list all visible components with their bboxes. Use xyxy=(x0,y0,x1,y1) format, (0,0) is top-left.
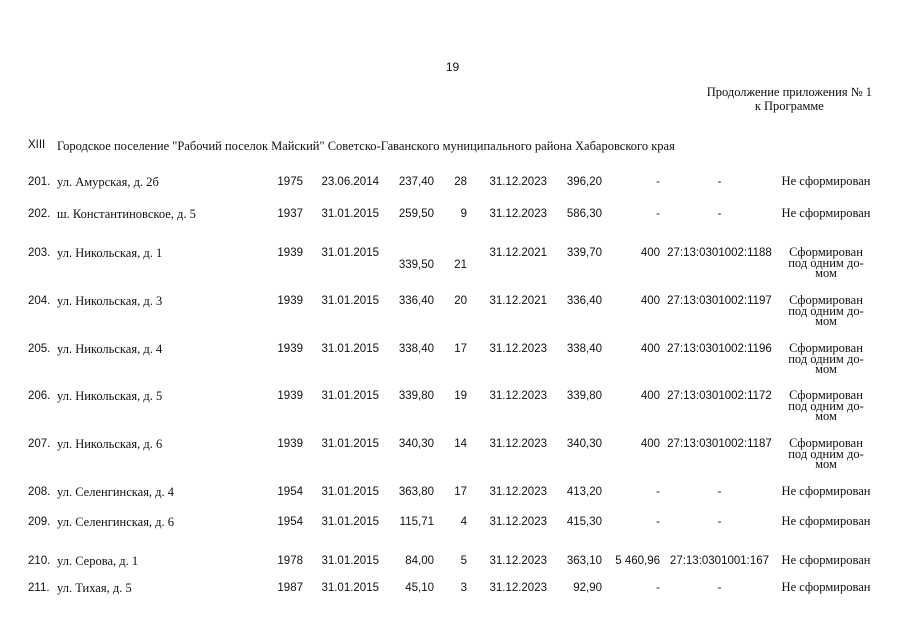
row-year: 1939 xyxy=(277,390,303,402)
row-status-line: Не сформирован xyxy=(781,553,871,567)
table-row xyxy=(0,388,905,443)
row-year: 1954 xyxy=(277,516,303,528)
row-date-start: 31.01.2015 xyxy=(321,295,379,307)
row-land-area: 400 xyxy=(640,343,660,355)
continuation-header xyxy=(707,85,872,113)
row-number: 207. xyxy=(28,438,51,450)
row-residents: 28 xyxy=(454,176,467,188)
row-status-line: мом xyxy=(815,457,837,471)
row-status-line: Сформирован xyxy=(789,245,863,259)
row-status xyxy=(776,555,876,566)
row-status xyxy=(776,208,876,219)
row-land-area: - xyxy=(656,486,660,498)
row-status xyxy=(776,295,876,327)
row-year: 1939 xyxy=(277,343,303,355)
row-date-start: 31.01.2015 xyxy=(321,390,379,402)
row-date-start: 31.01.2015 xyxy=(321,516,379,528)
row-address: ул. Амурская, д. 2б xyxy=(57,175,159,189)
row-area-b: 586,30 xyxy=(566,208,602,220)
row-area-a: 45,10 xyxy=(405,582,434,594)
row-status-line: мом xyxy=(815,409,837,423)
row-area-a: 115,71 xyxy=(399,516,434,528)
row-residents: 21 xyxy=(454,259,467,271)
row-date-end: 31.12.2023 xyxy=(489,208,547,220)
row-cadastral-number: - xyxy=(717,486,722,498)
row-date-end: 31.12.2023 xyxy=(489,486,547,498)
row-status-line: Не сформирован xyxy=(781,484,871,498)
row-status-line: Не сформирован xyxy=(781,206,871,220)
table-row xyxy=(0,245,905,300)
row-residents: 17 xyxy=(454,343,467,355)
row-status-line: под одним до- xyxy=(788,303,864,318)
row-area-b: 340,30 xyxy=(566,438,602,450)
row-number: 203. xyxy=(28,247,51,259)
row-area-a: 340,30 xyxy=(398,438,434,450)
row-status xyxy=(776,582,876,593)
row-date-end: 31.12.2023 xyxy=(489,516,547,528)
row-address: ул. Никольская, д. 4 xyxy=(57,342,163,356)
row-address: ул. Селенгинская, д. 4 xyxy=(57,485,175,499)
row-date-start: 31.01.2015 xyxy=(321,582,379,594)
row-cadastral-number: - xyxy=(717,516,722,528)
row-address: ул. Никольская, д. 3 xyxy=(57,294,163,308)
row-status xyxy=(776,516,876,527)
row-year: 1954 xyxy=(277,486,303,498)
row-year: 1939 xyxy=(277,247,303,259)
row-date-end: 31.12.2023 xyxy=(489,438,547,450)
row-area-a: 339,50 xyxy=(398,259,434,271)
row-area-b: 415,30 xyxy=(566,516,602,528)
row-cadastral-number: - xyxy=(717,176,722,188)
row-residents: 14 xyxy=(454,438,467,450)
row-area-b: 396,20 xyxy=(566,176,602,188)
row-date-end: 31.12.2023 xyxy=(489,582,547,594)
row-status-line: Сформирован xyxy=(789,436,863,450)
section-number: XIII xyxy=(28,139,46,151)
row-area-a: 363,80 xyxy=(398,486,434,498)
row-cadastral-number: 27:13:0301002:1196 xyxy=(667,343,772,355)
row-number: 202. xyxy=(28,208,51,220)
row-area-b: 339,70 xyxy=(566,247,602,259)
row-land-area: 400 xyxy=(640,247,660,259)
row-date-end: 31.12.2023 xyxy=(489,390,547,402)
row-number: 209. xyxy=(28,516,51,528)
row-address: ул. Серова, д. 1 xyxy=(57,554,139,568)
row-date-start: 31.01.2015 xyxy=(321,555,379,567)
row-date-end: 31.12.2023 xyxy=(489,176,547,188)
row-land-area: - xyxy=(656,582,660,594)
row-land-area: 400 xyxy=(640,295,660,307)
row-area-a: 237,40 xyxy=(398,176,434,188)
continuation-line-2: к Программе xyxy=(754,99,824,113)
row-number: 210. xyxy=(28,555,51,567)
table-row xyxy=(0,436,905,491)
row-status xyxy=(776,247,876,279)
row-area-a: 259,50 xyxy=(398,208,434,220)
row-area-b: 339,80 xyxy=(566,390,602,402)
row-cadastral-number: 27:13:0301002:1188 xyxy=(667,247,772,259)
table-row xyxy=(0,293,905,348)
row-area-a: 338,40 xyxy=(398,343,434,355)
row-year: 1978 xyxy=(277,555,303,567)
row-date-start: 31.01.2015 xyxy=(321,438,379,450)
row-cadastral-number: - xyxy=(717,582,722,594)
row-area-b: 338,40 xyxy=(566,343,602,355)
row-year: 1975 xyxy=(277,176,303,188)
row-date-end: 31.12.2021 xyxy=(489,295,547,307)
page-number: 19 xyxy=(445,60,460,74)
row-address: ул. Никольская, д. 6 xyxy=(57,437,163,451)
row-land-area: - xyxy=(656,208,660,220)
row-date-end: 31.12.2023 xyxy=(489,555,547,567)
row-cadastral-number: 27:13:0301002:1197 xyxy=(667,295,772,307)
row-cadastral-number: 27:13:0301002:1172 xyxy=(667,390,772,402)
row-area-b: 336,40 xyxy=(566,295,602,307)
row-residents: 4 xyxy=(460,516,467,528)
row-area-a: 84,00 xyxy=(405,555,434,567)
row-date-end: 31.12.2023 xyxy=(489,343,547,355)
table-row xyxy=(0,580,905,635)
row-area-a: 339,80 xyxy=(398,390,434,402)
row-status-line: Не сформирован xyxy=(781,174,871,188)
row-year: 1939 xyxy=(277,295,303,307)
row-status xyxy=(776,486,876,497)
row-residents: 20 xyxy=(454,295,467,307)
row-status-line: под одним до- xyxy=(788,446,864,461)
row-status xyxy=(776,176,876,187)
row-year: 1937 xyxy=(277,208,303,220)
row-cadastral-number: 27:13:0301001:167 xyxy=(669,555,770,567)
row-residents: 17 xyxy=(454,486,467,498)
row-date-start: 31.01.2015 xyxy=(321,247,379,259)
row-land-area: 400 xyxy=(640,438,660,450)
row-status-line: под одним до- xyxy=(788,398,864,413)
row-date-start: 23.06.2014 xyxy=(321,176,379,188)
row-address: ш. Константиновское, д. 5 xyxy=(57,207,196,221)
row-status-line: Сформирован xyxy=(789,293,863,307)
row-number: 205. xyxy=(28,343,51,355)
row-status-line: Не сформирован xyxy=(781,514,871,528)
row-residents: 5 xyxy=(460,555,467,567)
row-address: ул. Селенгинская, д. 6 xyxy=(57,515,175,529)
row-land-area: 5 460,96 xyxy=(615,555,660,567)
row-address: ул. Никольская, д. 5 xyxy=(57,389,163,403)
row-status xyxy=(776,390,876,422)
row-number: 211. xyxy=(28,582,50,594)
row-status-line: Сформирован xyxy=(789,341,863,355)
row-status-line: под одним до- xyxy=(788,351,864,366)
section-title: Городское поселение "Рабочий поселок Майский" Советско-Гаванского муниципального района Хабаровского края xyxy=(57,139,675,153)
row-status-line: мом xyxy=(815,314,837,328)
row-status-line: под одним до- xyxy=(788,255,864,270)
row-date-end: 31.12.2021 xyxy=(489,247,547,259)
row-land-area: 400 xyxy=(640,390,660,402)
continuation-line-1: Продолжение приложения № 1 xyxy=(706,85,872,99)
row-residents: 9 xyxy=(460,208,467,220)
row-status-line: Не сформирован xyxy=(781,580,871,594)
row-land-area: - xyxy=(656,516,660,528)
row-status-line: Сформирован xyxy=(789,388,863,402)
row-cadastral-number: 27:13:0301002:1187 xyxy=(667,438,772,450)
row-area-b: 363,10 xyxy=(566,555,602,567)
row-address: ул. Тихая, д. 5 xyxy=(57,581,132,595)
row-address: ул. Никольская, д. 1 xyxy=(57,246,163,260)
row-date-start: 31.01.2015 xyxy=(321,343,379,355)
row-residents: 19 xyxy=(454,390,467,402)
row-land-area: - xyxy=(656,176,660,188)
row-date-start: 31.01.2015 xyxy=(321,208,379,220)
row-cadastral-number: - xyxy=(717,208,722,220)
row-status xyxy=(776,343,876,375)
row-status-line: мом xyxy=(815,362,837,376)
row-area-a: 336,40 xyxy=(398,295,434,307)
row-status xyxy=(776,438,876,470)
row-year: 1987 xyxy=(277,582,303,594)
row-number: 204. xyxy=(28,295,51,307)
row-number: 206. xyxy=(28,390,51,402)
row-area-b: 92,90 xyxy=(573,582,602,594)
row-date-start: 31.01.2015 xyxy=(321,486,379,498)
row-year: 1939 xyxy=(277,438,303,450)
row-residents: 3 xyxy=(460,582,467,594)
row-status-line: мом xyxy=(815,266,837,280)
row-number: 208. xyxy=(28,486,51,498)
row-number: 201. xyxy=(28,176,51,188)
row-area-b: 413,20 xyxy=(566,486,602,498)
